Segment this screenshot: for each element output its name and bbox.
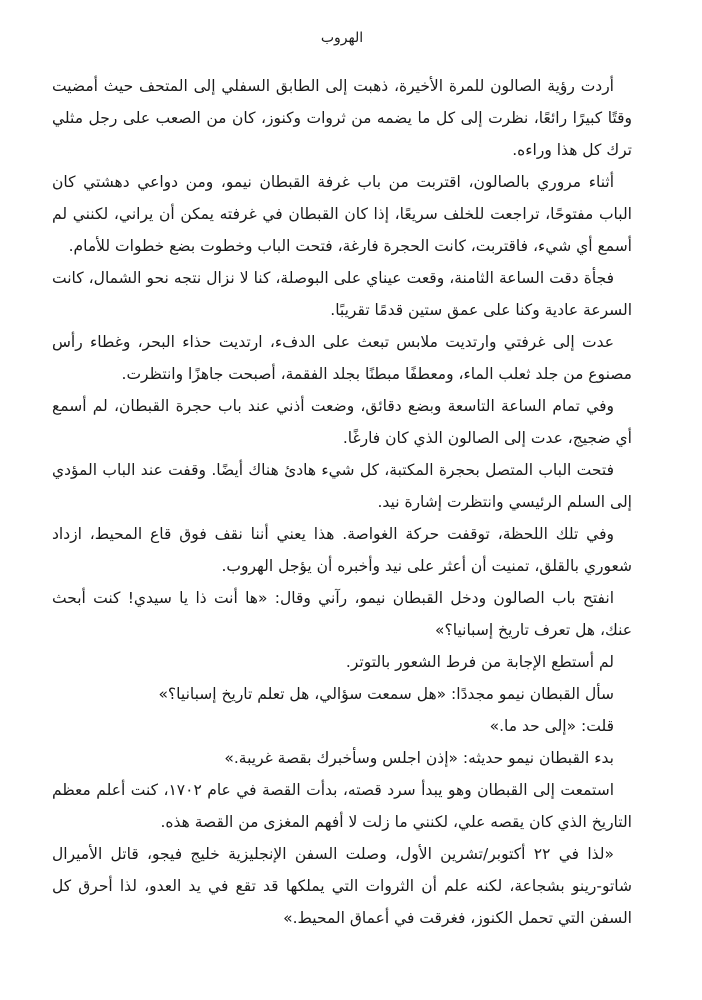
paragraph: لم أستطع الإجابة من فرط الشعور بالتوتر.	[345, 653, 614, 671]
paragraph: أردت رؤية الصالون للمرة الأخيرة، ذهبت إلى الطابق السفلي إلى المتحف حيث أمضيت وقتًا كبيرًا رائعًا، نظرت إلى كل ما يضمه من ثروات وكنوز، كان من الصعب على رجل مثلي ترك كل هذا وراءه.	[52, 77, 632, 159]
paragraph: فجأة دقت الساعة الثامنة، وقعت عيناي على البوصلة، كنا لا نزال نتجه نحو الشمال، كانت السرعة عادية وكنا على عمق ستين قدمًا تقريبًا.	[52, 269, 632, 319]
paragraph: سأل القبطان نيمو مجددًا: «هل سمعت سؤالي، هل تعلم تاريخ إسبانيا؟»	[158, 685, 614, 703]
paragraph: قلت: «إلى حد ما.»	[489, 717, 614, 735]
paragraph: أثناء مروري بالصالون، اقتربت من باب غرفة القبطان نيمو، ومن دواعي دهشتي كان الباب مفتوحًا، تراجعت للخلف سريعًا، إذا كان القبطان في غرفته يمكن أن يراني، لكنني لم أسمع أي شيء، فاقتربت، كانت الحجرة فارغة، فتحت الباب وخطوت بضع خطوات للأمام.	[52, 173, 632, 255]
paragraph: انفتح باب الصالون ودخل القبطان نيمو، رآني وقال: «ها أنت ذا يا سيدي! كنت أبحث عنك، هل تعرف تاريخ إسبانيا؟»	[52, 589, 632, 639]
paragraph: بدء القبطان نيمو حديثه: «إذن اجلس وسأخبرك بقصة غريبة.»	[224, 749, 614, 767]
paragraph: عدت إلى غرفتي وارتديت ملابس تبعث على الدفء، ارتديت حذاء البحر، وغطاء رأس مصنوع من جلد ثعلب الماء، ومعطفًا مبطنًا بجلد الفقمة، أصبحت جاهزًا وانتظرت.	[52, 333, 632, 383]
paragraph: «لذا في ٢٢ أكتوبر/تشرين الأول، وصلت السفن الإنجليزية خليج فيجو، قاتل الأميرال شاتو-رينو بشجاعة، لكنه علم أن الثروات التي يملكها قد تقع في يد العدو، لذا أحرق كل السفن التي تحمل الكنوز، فغرقت في أعماق المحيط.»	[52, 845, 632, 927]
chapter-title: الهروب	[320, 30, 364, 46]
paragraph: فتحت الباب المتصل بحجرة المكتبة، كل شيء هادئ هناك أيضًا. وقفت عند الباب المؤدي إلى السلم الرئيسي وانتظرت إشارة نيد.	[52, 461, 632, 511]
paragraph: وفي تلك اللحظة، توقفت حركة الغواصة. هذا يعني أننا نقف فوق قاع المحيط، ازداد شعوري بالقلق، تمنيت أن أعثر على نيد وأخبره أن يؤجل الهروب.	[52, 525, 632, 575]
chapter-body	[52, 70, 632, 934]
paragraph: وفي تمام الساعة التاسعة وبضع دقائق، وضعت أذني عند باب حجرة القبطان، لم أسمع أي ضجيج، عدت إلى الصالون الذي كان فارغًا.	[52, 397, 632, 447]
paragraph: استمعت إلى القبطان وهو يبدأ سرد قصته، بدأت القصة في عام ١٧٠٢، كنت أعلم معظم التاريخ الذي كان يقصه علي، لكنني ما زلت لا أفهم المغزى من القصة هذه.	[52, 781, 632, 831]
